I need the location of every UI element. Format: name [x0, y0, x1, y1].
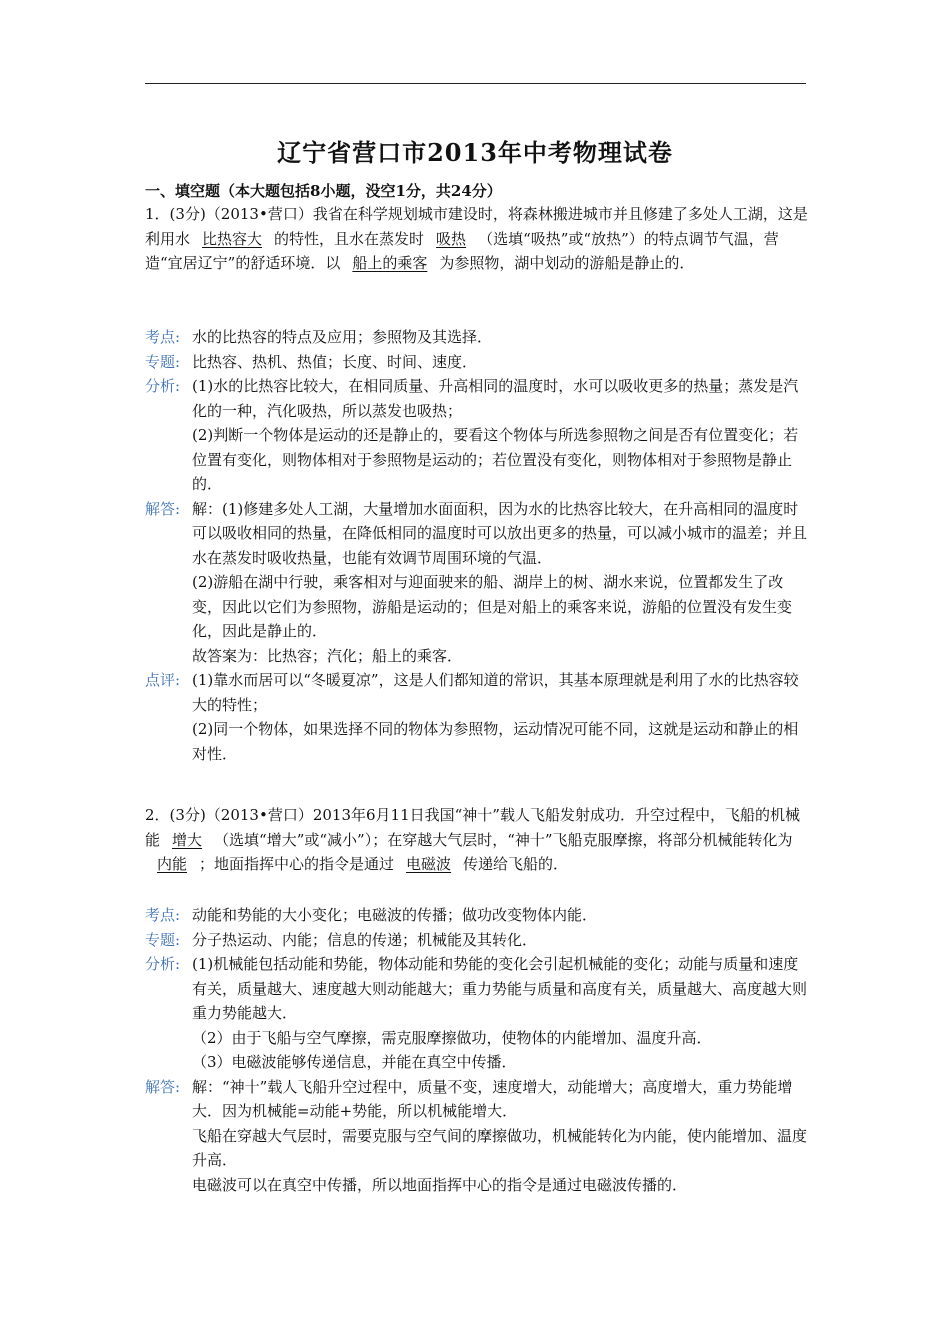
jieda-label: 解答: [145, 499, 181, 518]
q2-text-1: 2．(3分)（2013•营口）2013年6月11日我国“神十”载人飞船发射成功．升空过程中，飞船的机械能 [145, 806, 800, 849]
question-1-analysis [145, 325, 810, 766]
q2-jieda-3: 电磁波可以在真空中传播，所以地面指挥中心的指令是通过电磁波传播的． [192, 1175, 688, 1194]
q1-fenxi-1: (1)水的比热容比较大，在相同质量、升高相同的温度时，水可以吸收更多的热量；蒸发是汽化的一种，汽化吸热，所以蒸发也吸热； [192, 377, 799, 420]
q2-kaodian-text: 动能和势能的大小变化；电磁波的传播；做功改变物体内能． [192, 906, 598, 924]
fenxi-label: 分析: [145, 377, 181, 395]
page-title: 辽宁省营口市2013年中考物理试卷 [277, 138, 673, 167]
question-2-analysis [145, 903, 810, 1197]
q1-jieda [145, 497, 810, 669]
q2-answer-3: 电磁波 [406, 855, 452, 873]
section-heading: 一、填空题（本大题包括8小题，没空1分，共24分） [145, 182, 502, 200]
q1-answer-1: 比热容大 [202, 229, 263, 248]
q2-answer-2: 内能 [157, 855, 188, 873]
q1-kaodian-text: 水的比热容的特点及应用；参照物及其选择． [192, 328, 493, 346]
q2-text-3: ；地面指挥中心的指令是通过 [199, 855, 395, 873]
question-1 [145, 202, 810, 276]
q2-text-2: （选填“增大”或“减小”）；在穿越大气层时，“神十”飞船克服摩擦，将部分机械能转化为 [214, 830, 793, 849]
jieda-label: 解答: [145, 1077, 181, 1096]
q2-fenxi-1: (1)机械能包括动能和势能，物体动能和势能的变化会引起机械能的变化；动能与质量和速度有关，质量越大、速度越大则动能越大；重力势能与质量和高度有关，质量越大、高度越大则重力势能越大． [192, 955, 808, 1022]
q1-text-1: 1．(3分)（2013•营口）我省在科学规划城市建设时，将森林搬进城市并且修建了多处人工湖，这是利用水 [145, 205, 808, 248]
q1-dianping [145, 668, 810, 766]
q1-fenxi-2: (2)判断一个物体是运动的还是静止的，要看这个物体与所选参照物之间是否有位置变化；若位置有变化，则物体相对于参照物是运动的；若位置没有变化，则物体相对于参照物是静止的． [192, 426, 799, 493]
q2-fenxi [145, 952, 810, 1075]
q1-text-2: 的特性，且水在蒸发时 [274, 229, 425, 248]
q1-answer-2: 吸热 [436, 229, 467, 248]
q2-zhuanti-text: 分子热运动、内能；信息的传递；机械能及其转化． [192, 930, 538, 949]
q1-zhuanti-text: 比热容、热机、热值；长度、时间、速度． [192, 352, 478, 371]
q2-kaodian [145, 903, 810, 928]
fenxi-label: 分析: [145, 955, 181, 973]
q1-text-3: （选填“吸热”或“放热”）的特点调节气温，营造“宜居辽宁”的舒适环境．以 [145, 229, 779, 272]
kaodian-label: 考点: [145, 906, 181, 924]
q2-fenxi-2: （2）由于飞船与空气摩擦，需克服摩擦做功，使物体的内能增加、温度升高． [192, 1028, 712, 1047]
q2-zhuanti [145, 928, 810, 953]
q2-jieda-1: 解：“神十”载人飞船升空过程中，质量不变，速度增大，动能增大；高度增大，重力势能增大．因为机械能=动能+势能，所以机械能增大． [192, 1077, 793, 1120]
q2-fenxi-3: （3）电磁波能够传递信息，并能在真空中传播． [192, 1053, 517, 1071]
q2-answer-1: 增大 [172, 830, 203, 849]
zhuanti-label: 专题: [145, 352, 181, 371]
q1-dianping-1: (1)靠水而居可以“冬暖夏凉”，这是人们都知道的常识，其基本原理就是利用了水的比热容较大的特性； [192, 671, 799, 714]
header-rule [145, 83, 806, 84]
question-1-stem [145, 202, 810, 276]
q1-fenxi [145, 374, 810, 497]
q1-jieda-1: 解：(1)修建多处人工湖，大量增加水面面积，因为水的比热容比较大，在升高相同的温度时可以吸收相同的热量，在降低相同的温度时可以放出更多的热量，可以减小城市的温差；并且水在蒸发时吸收热量，也能有效调节周围环境的气温． [192, 499, 808, 567]
q1-jieda-2: (2)游船在湖中行驶，乘客相对与迎面驶来的船、湖岸上的树、湖水来说，位置都发生了改变，因此以它们为参照物，游船是运动的；但是对船上的乘客来说，游船的位置没有发生变化，因此是静止的． [192, 573, 793, 640]
q1-answer-3: 船上的乘客 [352, 254, 428, 272]
kaodian-label: 考点: [145, 328, 181, 346]
q2-jieda [145, 1075, 810, 1198]
q1-jieda-3: 故答案为：比热容；汽化；船上的乘客． [192, 646, 463, 665]
q2-text-4: 传递给飞船的． [463, 855, 569, 873]
q1-kaodian [145, 325, 810, 350]
dianping-label: 点评: [145, 671, 181, 689]
q1-text-4: 为参照物，湖中划动的游船是静止的． [439, 254, 695, 272]
question-2-stem [145, 803, 810, 877]
q1-zhuanti [145, 350, 810, 375]
question-2 [145, 803, 810, 877]
zhuanti-label: 专题: [145, 930, 181, 949]
q2-jieda-2: 飞船在穿越大气层时，需要克服与空气间的摩擦做功，机械能转化为内能，使内能增加、温度升高． [192, 1126, 808, 1169]
q1-dianping-2: (2)同一个物体，如果选择不同的物体为参照物，运动情况可能不同，这就是运动和静止的相对性． [192, 720, 799, 763]
